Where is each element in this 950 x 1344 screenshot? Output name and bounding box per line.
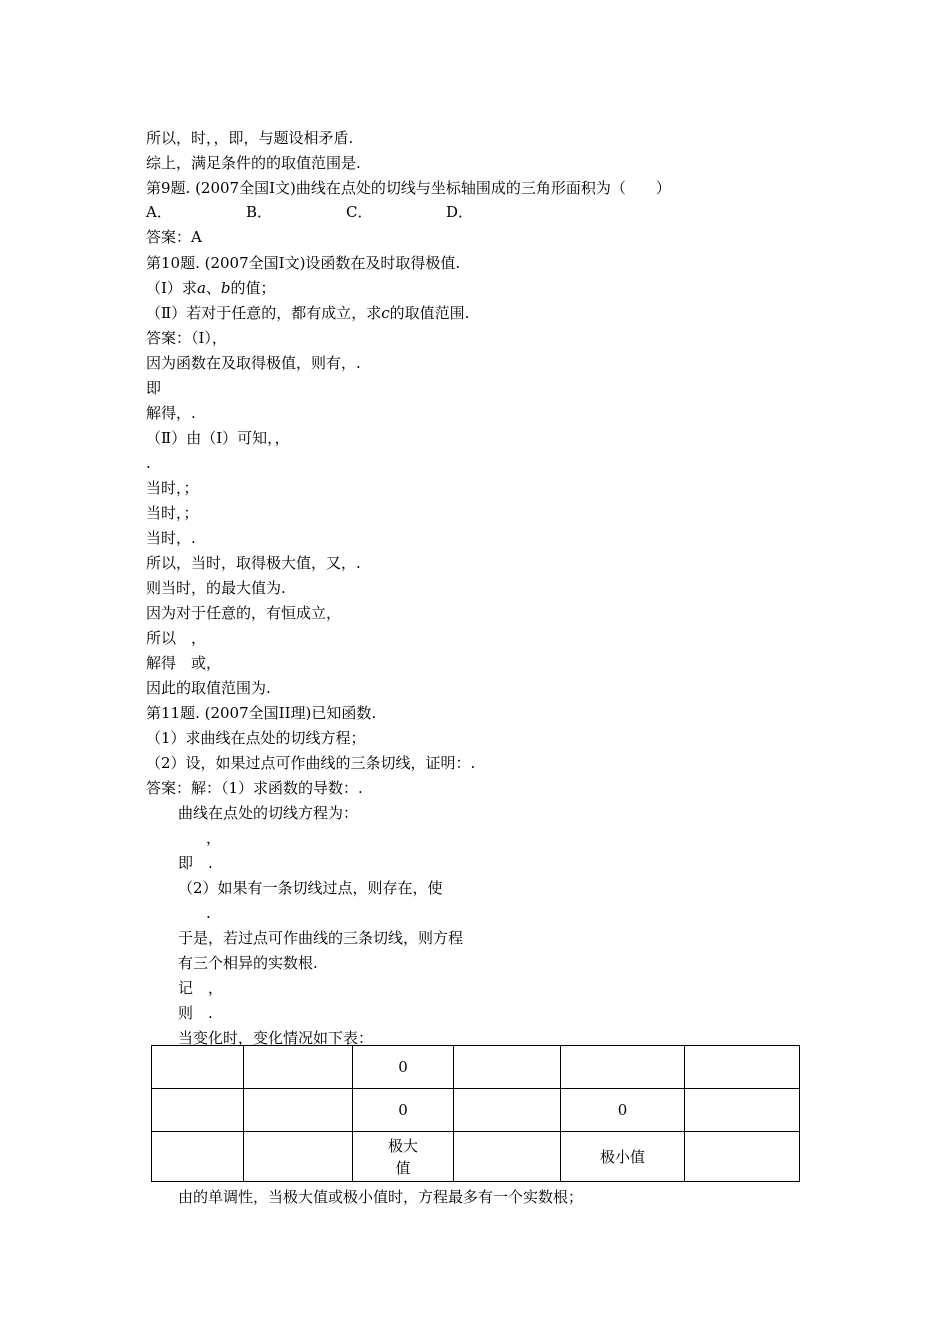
solution-line: 即 .	[178, 854, 213, 872]
table-cell	[152, 1132, 244, 1182]
text-line: 所以，时，，即，与题设相矛盾.	[146, 129, 354, 147]
variation-table	[151, 1045, 800, 1182]
table-cell	[454, 1046, 561, 1089]
solution-line: 即	[146, 379, 162, 397]
table-cell: 极大 值	[353, 1132, 454, 1182]
table-cell: 0	[561, 1089, 685, 1132]
solution-line: 因为对于任意的，有恒成立，	[146, 604, 342, 622]
solution-line: 则当时，的最大值为.	[146, 579, 286, 597]
solution-line: ，	[206, 829, 222, 847]
solution-line: 由的单调性，当极大值或极小值时，方程最多有一个实数根；	[178, 1188, 584, 1206]
solution-line: 当时，；	[146, 479, 199, 497]
table-cell	[454, 1132, 561, 1182]
table-cell	[561, 1046, 685, 1089]
table-row	[152, 1132, 800, 1182]
choice-a: A．	[146, 203, 172, 221]
solution-line: 有三个相异的实数根.	[178, 954, 318, 972]
solution-line: 答案：（Ⅰ），	[146, 329, 227, 347]
table-cell	[244, 1046, 353, 1089]
solution-line: 解得 或，	[146, 654, 222, 672]
solution-line: 解得，.	[146, 404, 196, 422]
table-cell	[244, 1132, 353, 1182]
solution-line: 曲线在点处的切线方程为：	[178, 804, 359, 822]
table-cell	[685, 1046, 800, 1089]
question-11-part-1: （1）求曲线在点处的切线方程；	[146, 729, 366, 747]
solution-line: .	[146, 454, 151, 472]
question-10-part-1: （Ⅰ）求a、b的值；	[146, 279, 276, 297]
table-cell: 0	[353, 1089, 454, 1132]
solution-line: （Ⅱ）由（Ⅰ）可知，，	[146, 429, 290, 447]
solution-line: 于是，若过点可作曲线的三条切线，则方程	[178, 929, 464, 947]
table-cell	[454, 1089, 561, 1132]
table-cell	[685, 1132, 800, 1182]
solution-line: 则 .	[178, 1004, 213, 1022]
question-11-answer: 答案：解：（1）求函数的导数：.	[146, 779, 363, 797]
question-11-part-2: （2）设，如果过点可作曲线的三条切线，证明：.	[146, 754, 476, 772]
solution-line: （2）如果有一条切线过点，则存在，使	[178, 879, 443, 897]
question-10-title: 第10题. (2007全国I文)设函数在及时取得极值.	[146, 254, 461, 272]
solution-line: 当时，.	[146, 529, 196, 547]
table-cell	[152, 1089, 244, 1132]
choice-d: D．	[446, 203, 474, 221]
table-cell: 极小值	[561, 1132, 685, 1182]
solution-line: 所以，当时，取得极大值，又，.	[146, 554, 361, 572]
question-10-part-2: （Ⅱ）若对于任意的，都有成立，求c的取值范围.	[146, 304, 470, 322]
table-row	[152, 1046, 800, 1089]
table-cell: 0	[353, 1046, 454, 1089]
solution-line: 因为函数在及取得极值，则有，.	[146, 354, 361, 372]
solution-line: 所以 ，	[146, 629, 207, 647]
solution-line: 记 ，	[178, 979, 224, 997]
table-cell	[152, 1046, 244, 1089]
solution-line: 当时，；	[146, 504, 199, 522]
choice-b: B．	[246, 203, 273, 221]
table-cell	[685, 1089, 800, 1132]
table-row	[152, 1089, 800, 1132]
question-9-title: 第9题. (2007全国I文)曲线在点处的切线与坐标轴围成的三角形面积为（ ）	[146, 179, 671, 197]
solution-line: 因此的取值范围为.	[146, 679, 271, 697]
choice-c: C．	[346, 203, 373, 221]
question-9-answer: 答案：A	[146, 228, 202, 246]
table-cell	[244, 1089, 353, 1132]
solution-line: .	[206, 904, 211, 922]
solution-line: 当变化时，变化情况如下表：	[178, 1029, 374, 1047]
question-11-title: 第11题. (2007全国II理)已知函数.	[146, 704, 377, 722]
text-line: 综上，满足条件的的取值范围是.	[146, 154, 361, 172]
